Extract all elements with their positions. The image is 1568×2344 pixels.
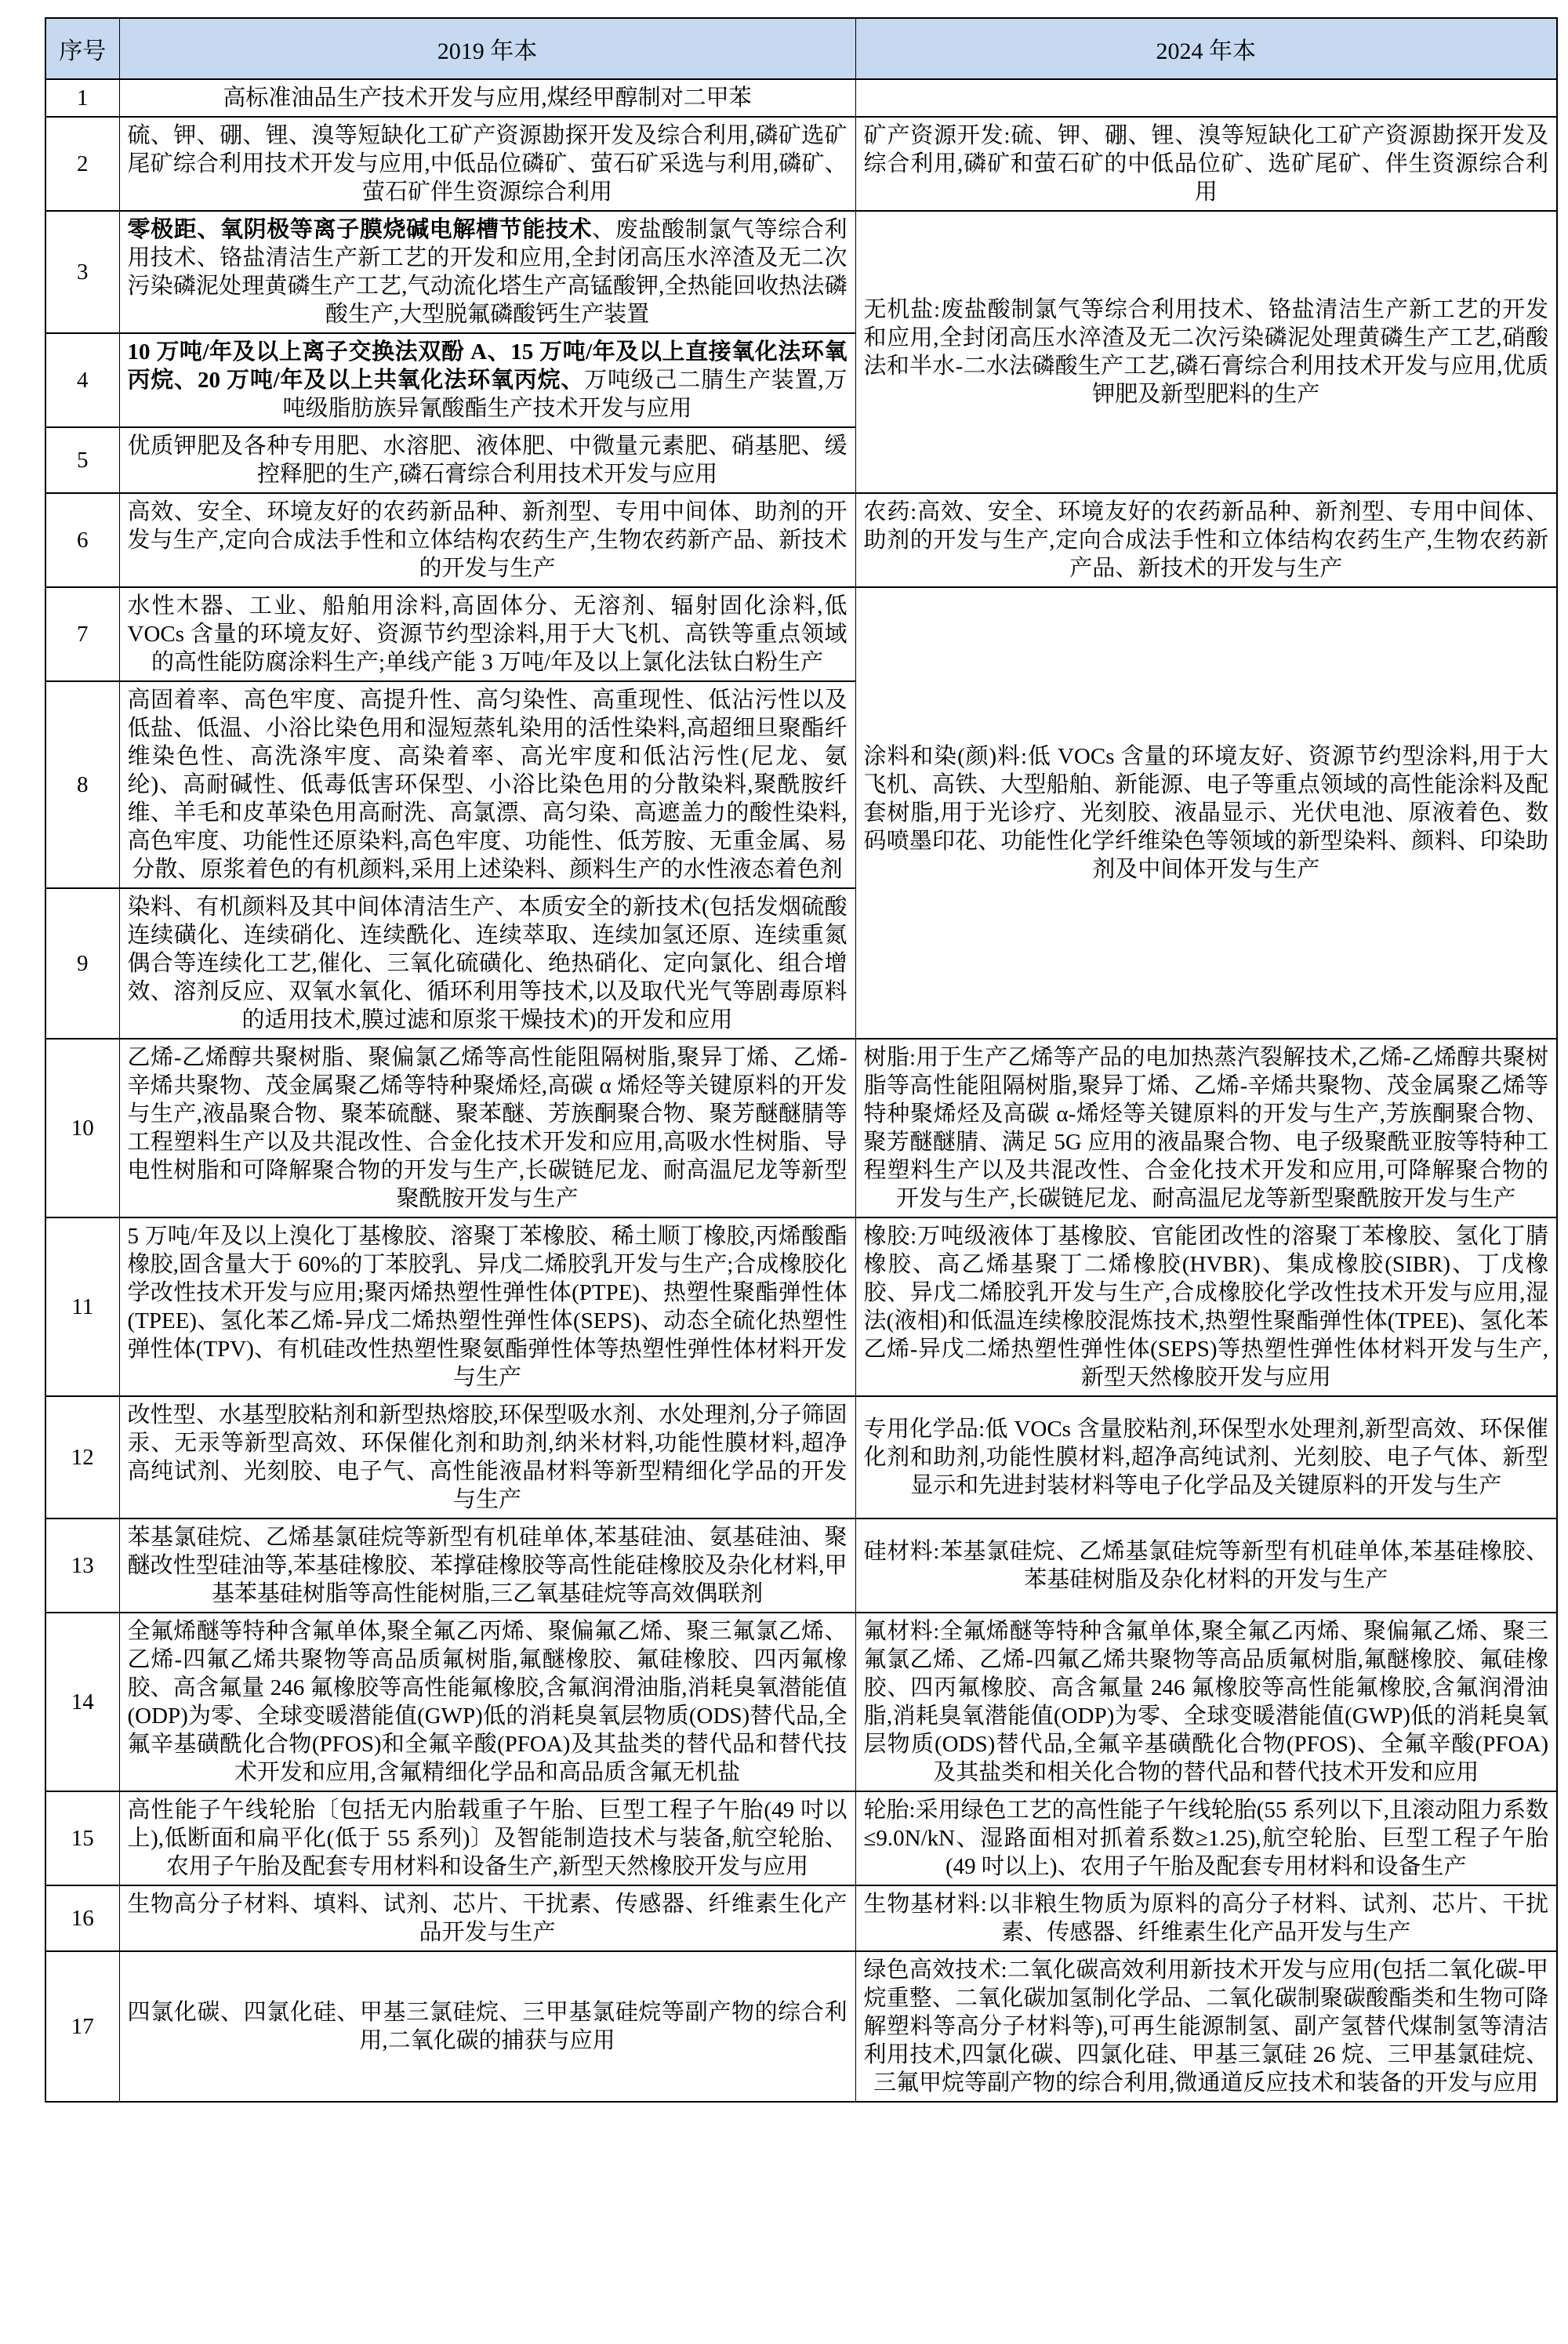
cell-2019: 全氟烯醚等特种含氟单体,聚全氟乙丙烯、聚偏氟乙烯、聚三氟氯乙烯、乙烯-四氟乙烯共聚物等高品质氟树脂,氟醚橡胶、氟硅橡胶、四丙氟橡胶、高含氟量 246 氟橡胶等高性能氟橡胶,含氟润滑油脂,消耗臭氧潜能值(ODP)为零、全球变暖潜能值(GWP)低的消耗臭氧层物质(ODS)替代品,全氟辛基磺酰化合物(PFOS)和全氟辛酸(PFOA)及其盐类的替代品和替代技术开发和应用,含氟精细化学品和高品质含氟无机盐	[119, 1613, 855, 1791]
cell-2024: 绿色高效技术:二氧化碳高效利用新技术开发与应用(包括二氧化碳-甲烷重整、二氧化碳加氢制化学品、二氧化碳制聚碳酸酯类和生物可降解塑料等高分子材料等),可再生能源制氢、副产氢替代煤制氢等清洁利用技术,四氯化碳、四氯化硅、甲基三氯硅 26 烷、三甲基氯硅烷、三氟甲烷等副产物的综合利用,微通道反应技术和装备的开发与应用	[855, 1951, 1557, 2102]
cell-2024: 轮胎:采用绿色工艺的高性能子午线轮胎(55 系列以下,且滚动阻力系数≤9.0N/kN、湿路面相对抓着系数≥1.25),航空轮胎、巨型工程子午胎(49 吋以上)、农用子午胎及配套专用材料和设备生产	[855, 1791, 1557, 1885]
cell-2019: 改性型、水基型胶粘剂和新型热熔胶,环保型吸水剂、水处理剂,分子筛固汞、无汞等新型高效、环保催化剂和助剂,纳米材料,功能性膜材料,超净高纯试剂、光刻胶、电子气、高性能液晶材料等新型精细化学品的开发与生产	[119, 1396, 855, 1519]
cell-2024: 矿产资源开发:硫、钾、硼、锂、溴等短缺化工矿产资源勘探开发及综合利用,磷矿和萤石矿的中低品位矿、选矿尾矿、伴生资源综合利用	[855, 117, 1557, 211]
cell-2024: 生物基材料:以非粮生物质为原料的高分子材料、试剂、芯片、干扰素、传感器、纤维素生化产品开发与生产	[855, 1885, 1557, 1951]
row-number: 5	[45, 427, 119, 493]
cell-2024: 涂料和染(颜)料:低 VOCs 含量的环境友好、资源节约型涂料,用于大飞机、高铁、大型船舶、新能源、电子等重点领域的高性能涂料及配套树脂,用于光诊疗、光刻胶、液晶显示、光伏电池、原液着色、数码喷墨印花、功能性化学纤维染色等领域的新型染料、颜料、印染助剂及中间体开发与生产	[855, 587, 1557, 1039]
table-row	[45, 1519, 1557, 1613]
table-row	[45, 1951, 1557, 2102]
comparison-table	[45, 17, 1558, 2103]
cell-2024	[855, 79, 1557, 117]
cell-2024: 氟材料:全氟烯醚等特种含氟单体,聚全氟乙丙烯、聚偏氟乙烯、聚三氟氯乙烯、乙烯-四氟乙烯共聚物等高品质氟树脂,氟醚橡胶、氟硅橡胶、四丙氟橡胶、高含氟量 246 氟橡胶等高性能氟橡胶,含氟润滑油脂,消耗臭氧潜能值(ODP)为零、全球变暖潜能值(GWP)低的消耗臭氧层物质(ODS)替代品,全氟辛基磺酰化合物(PFOS)、全氟辛酸(PFOA)及其盐类和相关化合物的替代品和替代技术开发和应用	[855, 1613, 1557, 1791]
cell-2024: 专用化学品:低 VOCs 含量胶粘剂,环保型水处理剂,新型高效、环保催化剂和助剂,功能性膜材料,超净高纯试剂、光刻胶、电子气体、新型显示和先进封装材料等电子化学品及关键原料的开发与生产	[855, 1396, 1557, 1519]
row-number: 2	[45, 117, 119, 211]
row-number: 10	[45, 1039, 119, 1217]
cell-2019: 高固着率、高色牢度、高提升性、高匀染性、高重现性、低沾污性以及低盐、低温、小浴比染色用和湿短蒸轧染用的活性染料,高超细旦聚酯纤维染色性、高洗涤牢度、高染着率、高光牢度和低沾污性(尼龙、氨纶)、高耐碱性、低毒低害环保型、小浴比染色用的分散染料,聚酰胺纤维、羊毛和皮革染色用高耐洗、高氯漂、高匀染、高遮盖力的酸性染料,高色牢度、功能性还原染料,高色牢度、功能性、低芳胺、无重金属、易分散、原浆着色的有机颜料,采用上述染料、颜料生产的水性液态着色剂	[119, 681, 855, 888]
cell-2019: 水性木器、工业、船舶用涂料,高固体分、无溶剂、辐射固化涂料,低 VOCs 含量的环境友好、资源节约型涂料,用于大飞机、高铁等重点领域的高性能防腐涂料生产;单线产能 3 万吨/年及以上氯化法钛白粉生产	[119, 587, 855, 681]
row-number: 13	[45, 1519, 119, 1613]
cell-2019: 生物高分子材料、填料、试剂、芯片、干扰素、传感器、纤维素生化产品开发与生产	[119, 1885, 855, 1951]
table-row	[45, 1791, 1557, 1885]
cell-2019: 5 万吨/年及以上溴化丁基橡胶、溶聚丁苯橡胶、稀土顺丁橡胶,丙烯酸酯橡胶,固含量大于 60%的丁苯胶乳、异戊二烯胶乳开发与生产;合成橡胶化学改性技术开发与应用;聚丙烯热塑性弹性体(PTPE)、热塑性聚酯弹性体(TPEE)、氢化苯乙烯-异戊二烯热塑性弹性体(SEPS)、动态全硫化热塑性弹性体(TPV)、有机硅改性热塑性聚氨酯弹性体等热塑性弹性体材料开发与生产	[119, 1217, 855, 1396]
table-row	[45, 1217, 1557, 1396]
row-number: 3	[45, 211, 119, 333]
cell-2019: 优质钾肥及各种专用肥、水溶肥、液体肥、中微量元素肥、硝基肥、缓控释肥的生产,磷石膏综合利用技术开发与应用	[119, 427, 855, 493]
row-number: 15	[45, 1791, 119, 1885]
cell-2024: 农药:高效、安全、环境友好的农药新品种、新剂型、专用中间体、助剂的开发与生产,定向合成法手性和立体结构农药生产,生物农药新产品、新技术的开发与生产	[855, 493, 1557, 587]
table-row	[45, 79, 1557, 117]
cell-2019: 染料、有机颜料及其中间体清洁生产、本质安全的新技术(包括发烟硫酸连续磺化、连续硝化、连续酰化、连续萃取、连续加氢还原、连续重氮偶合等连续化工艺,催化、三氧化硫磺化、绝热硝化、定向氯化、组合增效、溶剂反应、双氧水氧化、循环利用等技术,以及取代光气等剧毒原料的适用技术,膜过滤和原浆干燥技术)的开发和应用	[119, 888, 855, 1039]
row-number: 1	[45, 79, 119, 117]
row-number: 8	[45, 681, 119, 888]
cell-2024: 硅材料:苯基氯硅烷、乙烯基氯硅烷等新型有机硅单体,苯基硅橡胶、苯基硅树脂及杂化材料的开发与生产	[855, 1519, 1557, 1613]
cell-2019: 10 万吨/年及以上离子交换法双酚 A、15 万吨/年及以上直接氧化法环氧丙烷、20 万吨/年及以上共氧化法环氧丙烷、万吨级己二腈生产装置,万吨级脂肪族异氰酸酯生产技术开发与应用	[119, 333, 855, 427]
cell-2019: 零极距、氧阴极等离子膜烧碱电解槽节能技术、废盐酸制氯气等综合利用技术、铬盐清洁生产新工艺的开发和应用,全封闭高压水淬渣及无二次污染磷泥处理黄磷生产工艺,气动流化塔生产高锰酸钾,全热能回收热法磷酸生产,大型脱氟磷酸钙生产装置	[119, 211, 855, 333]
cell-2019: 高性能子午线轮胎〔包括无内胎载重子午胎、巨型工程子午胎(49 吋以上),低断面和扁平化(低于 55 系列)〕及智能制造技术与装备,航空轮胎、农用子午胎及配套专用材料和设备生产,新型天然橡胶开发与应用	[119, 1791, 855, 1885]
cell-2019: 四氯化碳、四氯化硅、甲基三氯硅烷、三甲基氯硅烷等副产物的综合利用,二氧化碳的捕获与应用	[119, 1951, 855, 2102]
cell-2024: 树脂:用于生产乙烯等产品的电加热蒸汽裂解技术,乙烯-乙烯醇共聚树脂等高性能阻隔树脂,聚异丁烯、乙烯-辛烯共聚物、茂金属聚乙烯等特种聚烯烃及高碳 α-烯烃等关键原料的开发与生产,芳族酮聚合物、聚芳醚醚腈、满足 5G 应用的液晶聚合物、电子级聚酰亚胺等特种工程塑料生产以及共混改性、合金化技术开发和应用,可降解聚合物的开发与生产,长碳链尼龙、耐高温尼龙等新型聚酰胺开发与生产	[855, 1039, 1557, 1217]
cell-2019: 高标准油品生产技术开发与应用,煤经甲醇制对二甲苯	[119, 79, 855, 117]
header-col-2019: 2019 年本	[119, 18, 855, 79]
row-number: 11	[45, 1217, 119, 1396]
row-number: 7	[45, 587, 119, 681]
row-number: 17	[45, 1951, 119, 2102]
cell-2019: 乙烯-乙烯醇共聚树脂、聚偏氯乙烯等高性能阻隔树脂,聚异丁烯、乙烯-辛烯共聚物、茂金属聚乙烯等特种聚烯烃,高碳 α 烯烃等关键原料的开发与生产,液晶聚合物、聚苯硫醚、聚苯醚、芳族酮聚合物、聚芳醚醚腈等工程塑料生产以及共混改性、合金化技术开发和应用,高吸水性树脂、导电性树脂和可降解聚合物的开发与生产,长碳链尼龙、耐高温尼龙等新型聚酰胺开发与生产	[119, 1039, 855, 1217]
cell-2024: 橡胶:万吨级液体丁基橡胶、官能团改性的溶聚丁苯橡胶、氢化丁腈橡胶、高乙烯基聚丁二烯橡胶(HVBR)、集成橡胶(SIBR)、丁戊橡胶、异戊二烯胶乳开发与生产,合成橡胶化学改性技术开发与应用,湿法(液相)和低温连续橡胶混炼技术,热塑性聚酯弹性体(TPEE)、氢化苯乙烯-异戊二烯热塑性弹性体(SEPS)等热塑性弹性体材料开发与生产,新型天然橡胶开发与应用	[855, 1217, 1557, 1396]
cell-2019: 苯基氯硅烷、乙烯基氯硅烷等新型有机硅单体,苯基硅油、氨基硅油、聚醚改性型硅油等,苯基硅橡胶、苯撑硅橡胶等高性能硅橡胶及杂化材料,甲基苯基硅树脂等高性能树脂,三乙氧基硅烷等高效偶联剂	[119, 1519, 855, 1613]
row-number: 9	[45, 888, 119, 1039]
row-number: 4	[45, 333, 119, 427]
row-number: 6	[45, 493, 119, 587]
table-row	[45, 1396, 1557, 1519]
header-row	[45, 18, 1557, 79]
header-col-no: 序号	[45, 18, 119, 79]
cell-2019: 硫、钾、硼、锂、溴等短缺化工矿产资源勘探开发及综合利用,磷矿选矿尾矿综合利用技术开发与应用,中低品位磷矿、萤石矿采选与利用,磷矿、萤石矿伴生资源综合利用	[119, 117, 855, 211]
table-body	[45, 79, 1557, 2102]
row-number: 12	[45, 1396, 119, 1519]
header-col-2024: 2024 年本	[855, 18, 1557, 79]
table-row	[45, 493, 1557, 587]
table-row	[45, 1039, 1557, 1217]
table-row	[45, 1613, 1557, 1791]
table-row	[45, 1885, 1557, 1951]
row-number: 14	[45, 1613, 119, 1791]
cell-2024: 无机盐:废盐酸制氯气等综合利用技术、铬盐清洁生产新工艺的开发和应用,全封闭高压水淬渣及无二次污染磷泥处理黄磷生产工艺,硝酸法和半水-二水法磷酸生产工艺,磷石膏综合利用技术开发与应用,优质钾肥及新型肥料的生产	[855, 211, 1557, 493]
catalog-comparison-document	[45, 17, 1556, 2103]
table-row	[45, 117, 1557, 211]
row-number: 16	[45, 1885, 119, 1951]
table-row	[45, 587, 1557, 681]
cell-2019: 高效、安全、环境友好的农药新品种、新剂型、专用中间体、助剂的开发与生产,定向合成法手性和立体结构农药生产,生物农药新产品、新技术的开发与生产	[119, 493, 855, 587]
table-row	[45, 211, 1557, 333]
